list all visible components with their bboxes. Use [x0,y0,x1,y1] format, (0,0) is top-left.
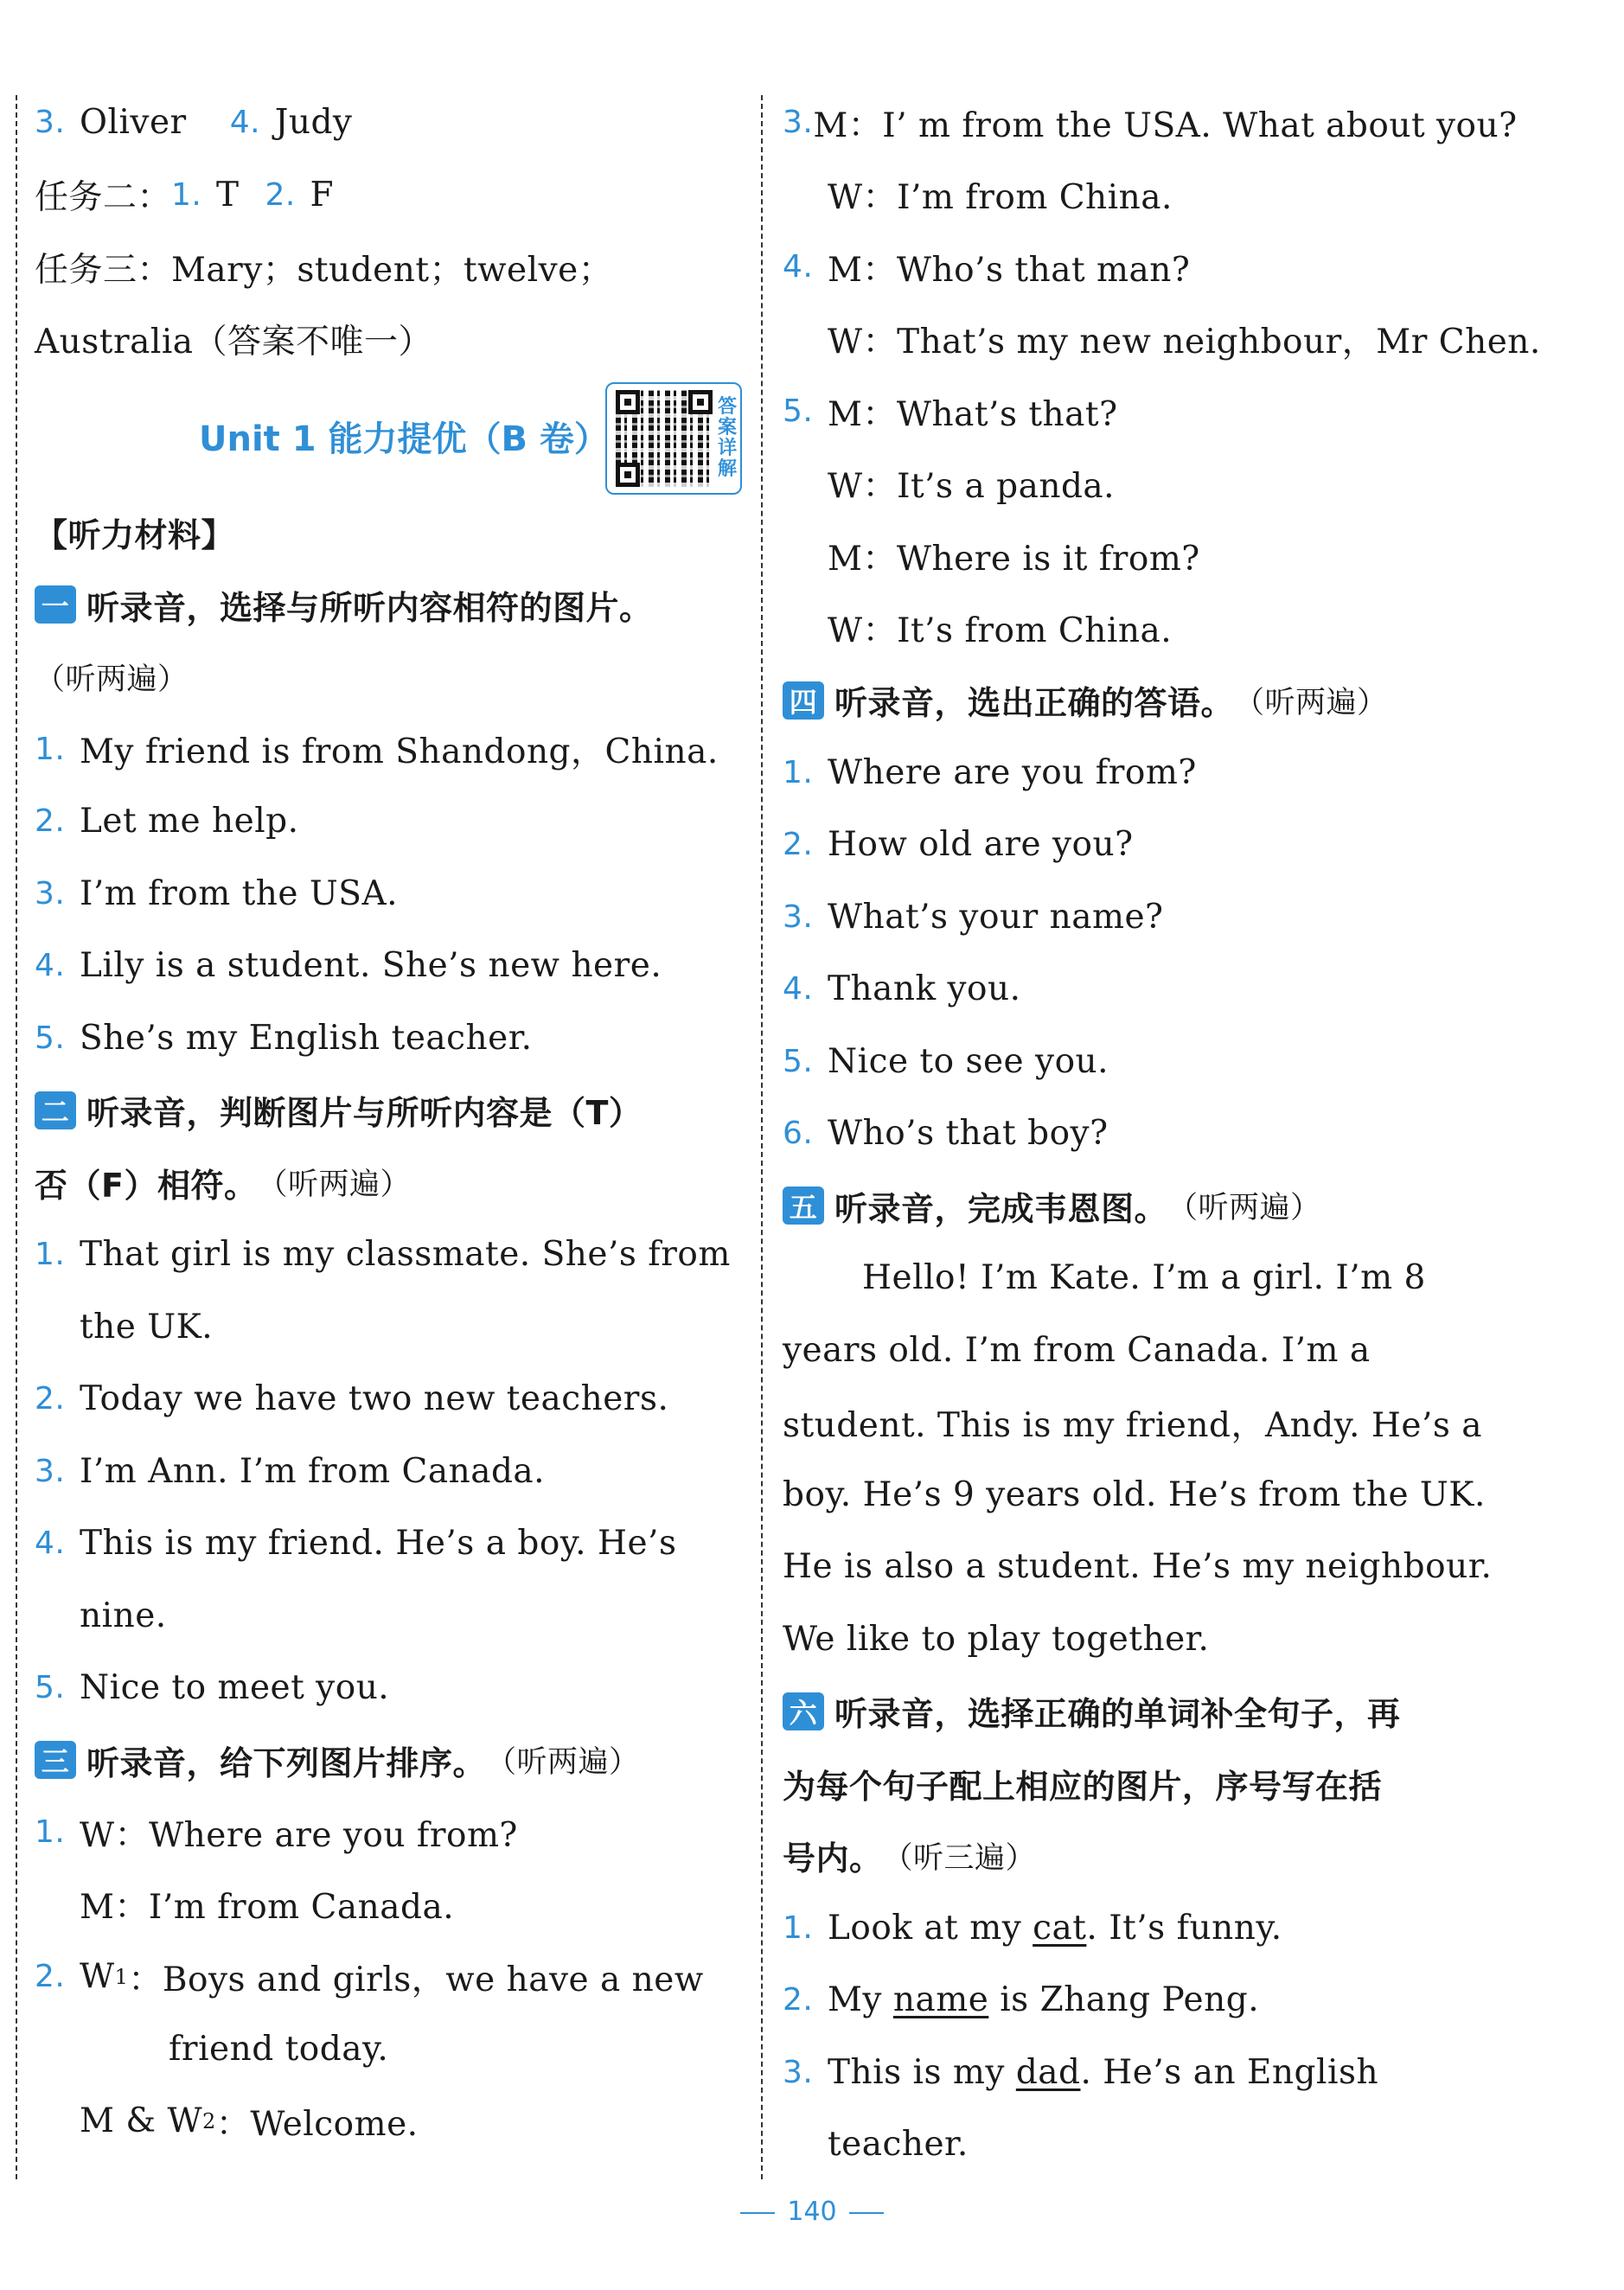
dialogue-line: M & W 2 ：Welcome. [80,2101,419,2144]
section-title-text: 为每个句子配上相应的图片，序号写在括 [783,1767,1383,1806]
listen-note: （听两遍） [1234,685,1388,720]
section-6-title [783,1675,1492,1748]
section-title-text: 听录音，选出正确的答语。 [834,684,1235,723]
list-item: 2. Let me help. [35,802,299,841]
section-5-title [783,1170,1492,1243]
item-number: 3. [35,105,66,141]
left-margin-line [16,95,17,2179]
section-title-text: 听录音，判断图片与所听内容是（T） [86,1094,643,1133]
section-title-text: 听录音，完成韦恩图。 [834,1189,1168,1228]
dialogue-line: 1. W：Where are you from? [35,1814,518,1855]
dialogue-line: 3. M：I’ m from the USA. What about you? [783,105,1518,145]
section-1-title [35,569,752,642]
qr-label: 答案详解 [718,396,738,480]
dialogue-line: W：That’s my new neighbour，Mr Chen. [828,323,1541,362]
qr-code-icon [616,390,713,487]
footer-dash [849,2212,884,2214]
dialogue-line: W：It’s from China. [828,611,1173,651]
section-1-note [35,641,752,713]
list-item: 5. Nice to see you. [783,1041,1109,1081]
item-number: 2. [265,176,296,213]
section-badge: 五 [783,1187,824,1225]
section-title-text: 听录音，选择正确的单词补全句子，再 [834,1695,1401,1734]
underlined-word: name [892,1980,989,2020]
listen-note: （听两遍） [486,1745,640,1781]
paragraph-line: We like to play together. [783,1619,1210,1659]
answer-line-2 [35,159,752,232]
unit-header [35,375,752,496]
listening-heading [35,496,752,569]
heading-text: 【听力材料】 [35,516,235,555]
dialogue-line: 4. M：Who’s that man? [783,249,1191,290]
answer-text: F [310,175,335,214]
item-number: 1. [171,176,202,213]
list-item: 1. My friend is from Shandong，China. [35,731,719,772]
paragraph-line: Hello! I’m Kate. I’m a girl. I’m 8 [862,1258,1426,1298]
section-badge: 四 [783,681,824,720]
listen-note: （听两遍） [35,662,189,697]
list-item: 3. I’m Ann. I’m from Canada. [35,1451,546,1491]
list-item: 5. She’s my English teacher. [35,1018,533,1058]
dialogue-line: W：It’s a panda. [828,467,1116,507]
qr-code-box[interactable] [605,382,742,495]
list-item: 3. I’m from the USA. [35,873,399,913]
list-item: 6. Who’s that boy? [783,1114,1109,1154]
list-item: 5. Nice to meet you. [35,1668,390,1708]
answer-text: Australia（答案不唯一） [35,323,433,362]
section-badge: 一 [35,585,76,624]
paragraph-line: boy. He’s 9 years old. He’s from the UK. [783,1474,1486,1514]
item-number: 4. [229,105,261,141]
dialogue-line: M：I’m from Canada. [80,1888,455,1928]
dialogue-line: 2. W 1 ：Boys and girls，we have a new [35,1957,704,1999]
answer-line-3 [35,231,752,304]
section-4-title [783,664,1492,737]
list-item: 4. Thank you. [783,969,1021,1009]
answer-text: T [216,175,240,214]
paragraph-line: student. This is my friend，Andy. He’s a [783,1405,1483,1445]
answer-line-1 [35,86,752,159]
listen-note: （听三遍） [882,1840,1037,1876]
list-item: 1. Look at my cat . It’s funny. [783,1908,1282,1948]
underlined-word: cat [1033,1908,1087,1948]
section-2-title [35,1074,752,1147]
section-6-title-cont [783,1748,1492,1820]
paragraph-line: years old. I’m from Canada. I’m a [783,1330,1371,1370]
section-badge: 二 [35,1091,76,1129]
list-item-cont: teacher. [828,2125,969,2165]
answer-text: Oliver [80,103,187,143]
list-item: 4. Lily is a student. She’s new here. [35,946,662,986]
section-title-text: 听录音，选择与所听内容相符的图片。 [86,588,653,627]
dialogue-line: friend today. [169,2029,389,2069]
listen-note: （听两遍） [1167,1191,1321,1226]
answer-line-4 [35,304,752,376]
page-number: 140 [787,2197,837,2227]
list-item: 1. Where are you from? [783,752,1197,792]
dialogue-line: W：I’m from China. [828,178,1173,218]
section-title-text: 号内。 [783,1839,883,1878]
section-badge: 六 [783,1692,824,1730]
section-title-text: 否（F）相符。 [35,1166,258,1205]
list-item-cont: nine. [80,1596,167,1635]
section-badge: 三 [35,1741,76,1779]
task-label: 任务二： [35,178,172,218]
section-6-title-cont [783,1820,1492,1892]
list-item: 4. This is my friend. He’s a boy. He’s [35,1524,677,1564]
list-item: 2. How old are you? [783,825,1134,865]
section-2-title-cont [35,1147,752,1219]
list-item: 1. That girl is my classmate. She’s from [35,1235,731,1275]
unit-title: Unit 1 能力提优（B 卷） [199,419,609,459]
dialogue-line: M：Where is it from? [828,539,1200,579]
list-item: 2. My name is Zhang Peng. [783,1980,1260,2020]
answer-text: 任务三：Mary；student；twelve； [35,250,613,290]
list-item: 3. What’s your name? [783,897,1164,937]
section-title-text: 听录音，给下列图片排序。 [86,1743,487,1782]
paragraph-line: He is also a student. He’s my neighbour. [783,1547,1493,1587]
underlined-word: dad [1015,2052,1081,2092]
listen-note: （听两遍） [257,1167,411,1203]
section-3-title [35,1724,752,1797]
dialogue-line: 5. M：What’s that? [783,393,1118,434]
list-item: 2. Today we have two new teachers. [35,1379,669,1419]
footer-dash [740,2212,775,2214]
column-divider [761,95,763,2179]
page-footer [0,2197,1624,2227]
right-column [783,86,1541,2181]
answer-text: Judy [274,103,353,143]
list-item: 3. This is my dad . He’s an English [783,2052,1379,2092]
list-item-cont: the UK. [80,1307,214,1346]
left-column [35,86,752,2158]
